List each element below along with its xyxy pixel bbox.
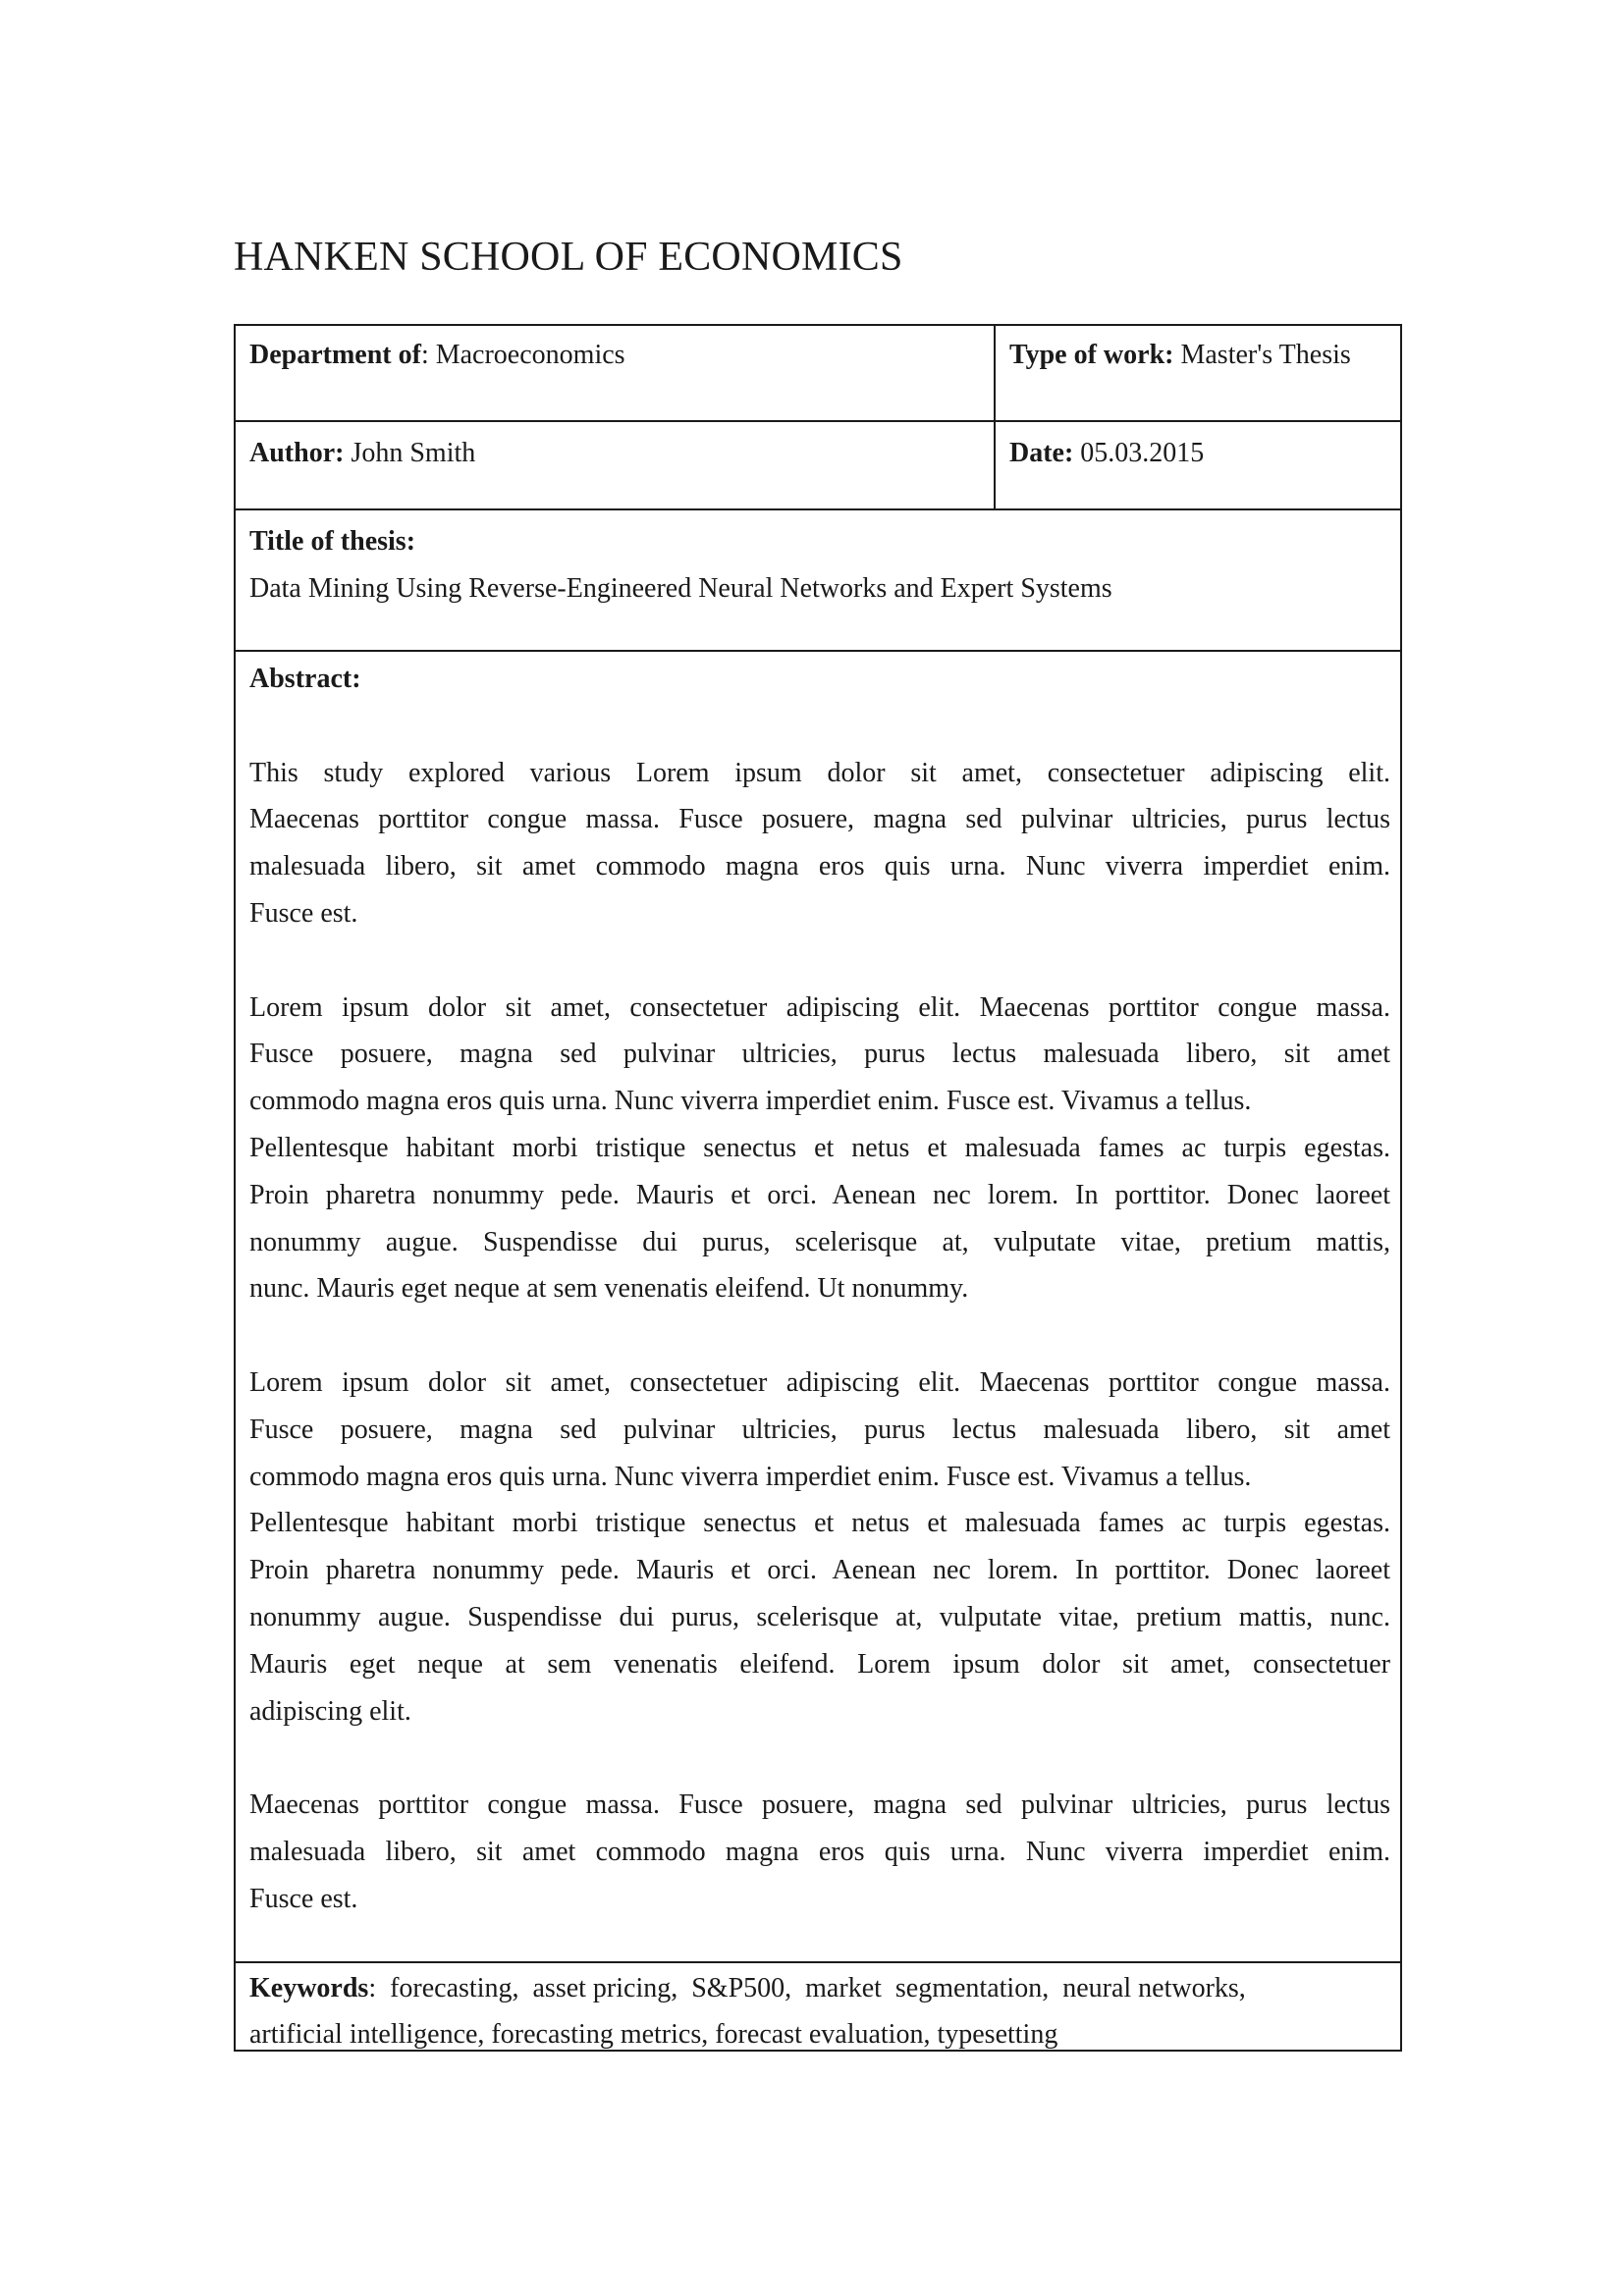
paragraph-line: Fusce posuere, magna sed pulvinar ultricies, purus lectus malesuada libero, sit amet: [249, 1414, 1390, 1445]
paragraph-line: Maecenas porttitor congue massa. Fusce posuere, magna sed pulvinar ultricies, purus lectus: [249, 804, 1390, 835]
paragraph-line: adipiscing elit.: [249, 1695, 411, 1727]
paragraph-line: Lorem ipsum dolor sit amet, consectetuer adipiscing elit. Maecenas porttitor congue massa.: [249, 991, 1390, 1023]
author-label: Author:: [249, 438, 345, 468]
keywords-line: artificial intelligence, forecasting metrics, forecast evaluation, typesetting: [249, 2019, 1058, 2050]
paragraph-line: Proin pharetra nonummy pede. Mauris et orci. Aenean nec lorem. In porttitor. Donec laoreet: [249, 1179, 1390, 1210]
thesis-info-table: [234, 324, 1402, 2052]
thesis-title-value: Data Mining Using Reverse-Engineered Neural Networks and Expert Systems: [249, 572, 1112, 604]
school-title: HANKEN SCHOOL OF ECONOMICS: [234, 235, 903, 280]
thesis-title-cell: [249, 508, 1390, 650]
paragraph-line: Pellentesque habitant morbi tristique senectus et netus et malesuada fames ac turpis egestas.: [249, 1132, 1390, 1163]
date-cell: [1009, 420, 1402, 508]
abstract-label: Abstract:: [249, 664, 361, 694]
keywords-label: Keywords: [249, 1973, 369, 2003]
date-value: 05.03.2015: [1073, 438, 1205, 468]
paragraph-line: Proin pharetra nonummy pede. Mauris et orci. Aenean nec lorem. In porttitor. Donec laoreet: [249, 1555, 1390, 1586]
keywords-cell: [249, 1961, 1390, 2052]
department-value: : Macroeconomics: [420, 340, 625, 370]
paragraph-line: nonummy augue. Suspendisse dui purus, scelerisque at, vulputate vitae, pretium mattis, nunc.: [249, 1601, 1390, 1632]
thesis-title-label: Title of thesis:: [249, 526, 416, 557]
paragraph-line: Pellentesque habitant morbi tristique senectus et netus et malesuada fames ac turpis egestas.: [249, 1508, 1390, 1539]
paragraph-line: commodo magna eros quis urna. Nunc viverra imperdiet enim. Fusce est. Vivamus a tellus.: [249, 1461, 1252, 1492]
abstract-paragraph: [249, 1782, 1390, 1922]
paragraph-line: Lorem ipsum dolor sit amet, consectetuer adipiscing elit. Maecenas porttitor congue massa.: [249, 1366, 1390, 1398]
type-of-work-label: Type of work:: [1009, 340, 1174, 370]
paragraph-line: Fusce est.: [249, 1883, 358, 1914]
abstract-cell: [249, 650, 1390, 1961]
author-value: John Smith: [344, 438, 476, 468]
abstract-paragraph: [249, 1360, 1390, 1735]
column-divider: [994, 326, 996, 508]
keywords-line: [249, 1965, 1390, 2011]
paragraph-line: commodo magna eros quis urna. Nunc viverra imperdiet enim. Fusce est. Vivamus a tellus.: [249, 1086, 1252, 1117]
type-of-work-value: Master's Thesis: [1173, 340, 1351, 370]
department-label: Department of: [249, 340, 421, 370]
abstract-paragraph: [249, 985, 1390, 1313]
paragraph-line: malesuada libero, sit amet commodo magna eros quis urna. Nunc viverra imperdiet enim.: [249, 851, 1390, 882]
type-of-work-cell: [1009, 326, 1402, 420]
abstract-body: [249, 750, 1390, 1923]
keywords-value: : forecasting, asset pricing, S&P500, market segmentation, neural networks,: [368, 1973, 1246, 2003]
paragraph-line: Maecenas porttitor congue massa. Fusce posuere, magna sed pulvinar ultricies, purus lectus: [249, 1789, 1390, 1821]
paragraph-line: nunc. Mauris eget neque at sem venenatis eleifend. Ut nonummy.: [249, 1273, 969, 1305]
date-label: Date:: [1009, 438, 1074, 468]
paragraph-line: malesuada libero, sit amet commodo magna eros quis urna. Nunc viverra imperdiet enim.: [249, 1836, 1390, 1867]
paragraph-line: nonummy augue. Suspendisse dui purus, scelerisque at, vulputate vitae, pretium mattis,: [249, 1226, 1390, 1257]
paragraph-line: Fusce est.: [249, 897, 358, 929]
author-cell: [249, 420, 976, 508]
paragraph-line: Mauris eget neque at sem venenatis eleifend. Lorem ipsum dolor sit amet, consectetuer: [249, 1648, 1390, 1680]
paragraph-line: This study explored various Lorem ipsum dolor sit amet, consectetuer adipiscing elit.: [249, 757, 1390, 788]
department-cell: [249, 326, 976, 420]
abstract-paragraph: [249, 750, 1390, 937]
paragraph-line: Fusce posuere, magna sed pulvinar ultricies, purus lectus malesuada libero, sit amet: [249, 1039, 1390, 1070]
